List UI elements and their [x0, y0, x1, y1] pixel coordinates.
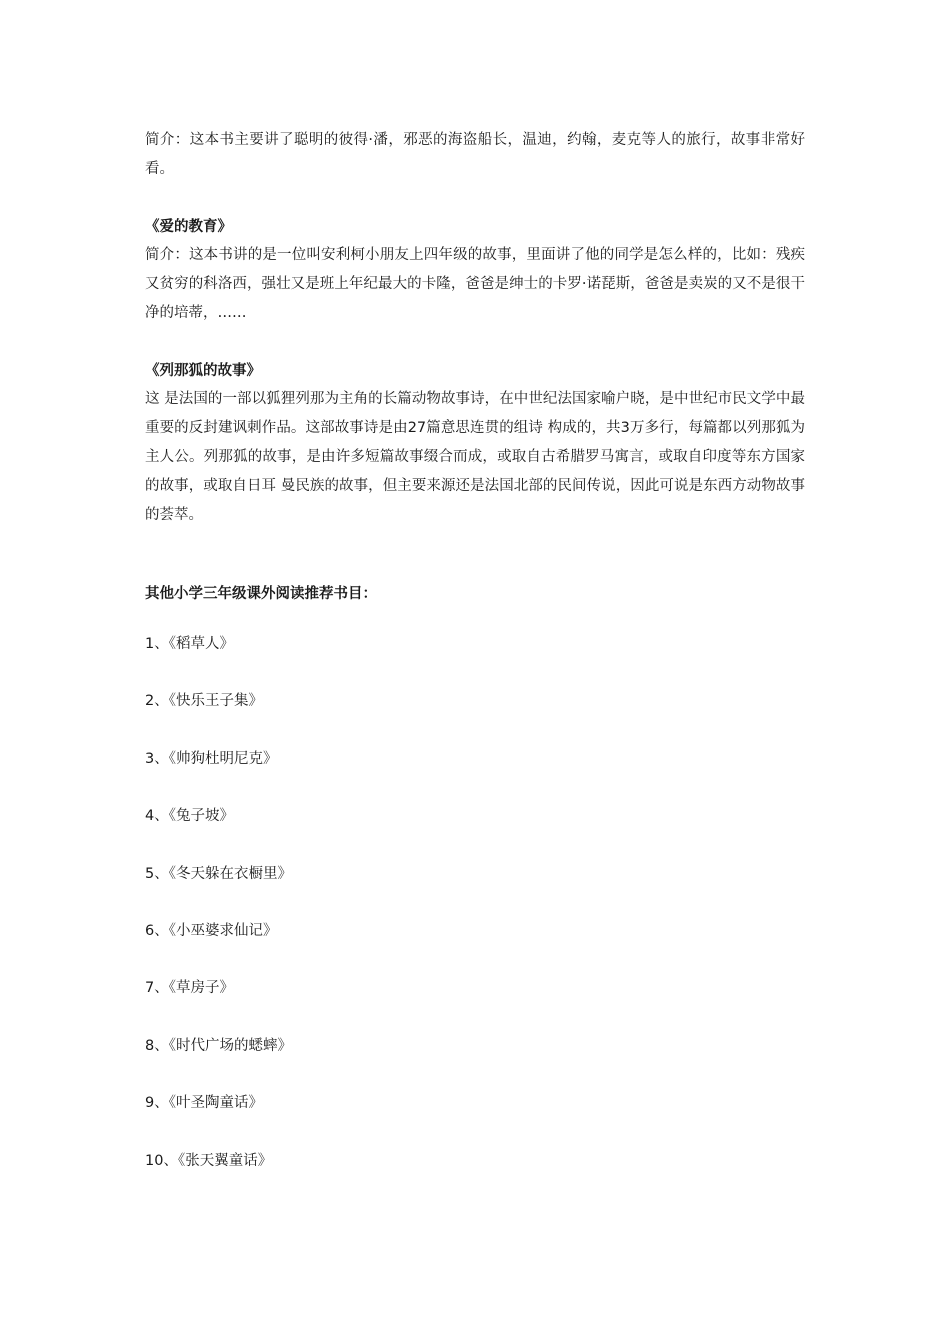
list-item-title: 、《小巫婆求仙记》	[154, 922, 278, 939]
book-section-love-education	[145, 212, 805, 328]
book-summary-reynard-fox	[145, 385, 805, 530]
list-item	[145, 804, 292, 861]
list-item-number: 1	[145, 636, 155, 652]
list-item-title: 、《快乐王子集》	[154, 693, 263, 710]
list-item-title: 、《时代广场的蟋蟀》	[154, 1037, 292, 1054]
list-item-title: 、《张天翼童话》	[163, 1152, 273, 1169]
poem-count: 27	[407, 420, 427, 436]
list-item-number: 8	[145, 1037, 155, 1054]
list-item-title: 、《叶圣陶童话》	[154, 1095, 263, 1112]
list-item-number: 7	[145, 980, 155, 997]
book-section-reynard-fox	[145, 356, 805, 530]
list-item	[145, 919, 292, 976]
list-item-number: 10	[145, 1152, 164, 1169]
list-item-title: 、《冬天躲在衣橱里》	[154, 865, 292, 882]
book-title-love-education: 《爱的教育》	[145, 218, 232, 235]
list-item-number: 2	[145, 693, 155, 710]
list-item	[145, 632, 292, 689]
list-item-number: 5	[145, 865, 155, 882]
list-item-title: 、《帅狗杜明尼克》	[154, 750, 278, 767]
list-item-title: 、《兔子坡》	[154, 808, 234, 825]
summary-text-part: 篇意思连贯的组诗 构成的，共	[426, 420, 621, 436]
list-item	[145, 1091, 292, 1148]
list-item	[145, 862, 292, 919]
line-count: 3	[620, 420, 630, 436]
list-item	[145, 747, 292, 804]
other-books-list	[145, 632, 292, 1206]
other-books-heading: 其他小学三年级课外阅读推荐书目：	[145, 585, 377, 602]
book-summary-love-education: 简介：这本书讲的是一位叫安利柯小朋友上四年级的故事，里面讲了他的同学是怎么样的，比如：残疾又贫穷的科洛西，强壮又是班上年纪最大的卡隆，爸爸是绅士的卡罗·诺琵斯，爸爸是卖炭的又不是很干净的培蒂，……	[145, 247, 805, 321]
list-item-title: 、《草房子》	[154, 980, 234, 997]
document-body	[145, 126, 805, 530]
list-item	[145, 976, 292, 1033]
summary-text-part: 万多行，每篇都以列那狐为主人公。列那狐的故事，是由许多短篇故事缀合而成，或取自古希腊罗马寓言，或取自印度等东方国家的故事，或取自日耳 曼民族的故事，但主要来源还是法国北部的民间传说，因此可说是东西方动物故事的荟萃。	[145, 420, 806, 523]
list-item	[145, 1149, 292, 1206]
book-title-reynard-fox: 《列那狐的故事》	[145, 362, 261, 379]
list-item-number: 3	[145, 750, 155, 767]
list-item-number: 6	[145, 922, 155, 939]
list-item	[145, 1034, 292, 1091]
list-item	[145, 689, 292, 746]
intro-paragraph: 简介：这本书主要讲了聪明的彼得·潘，邪恶的海盗船长，温迪，约翰，麦克等人的旅行，故事非常好看。	[145, 132, 805, 177]
list-item-number: 4	[145, 808, 155, 825]
summary-text-part: 这 是法国的一部以狐狸列那为主角的长篇动物故事诗，在中世纪法国家喻户晓，是中世纪市民文学中最重要的反封建讽刺作品。这部故事诗是由	[145, 391, 805, 436]
list-item-number: 9	[145, 1095, 155, 1112]
list-item-title: 、《稻草人》	[154, 636, 234, 652]
